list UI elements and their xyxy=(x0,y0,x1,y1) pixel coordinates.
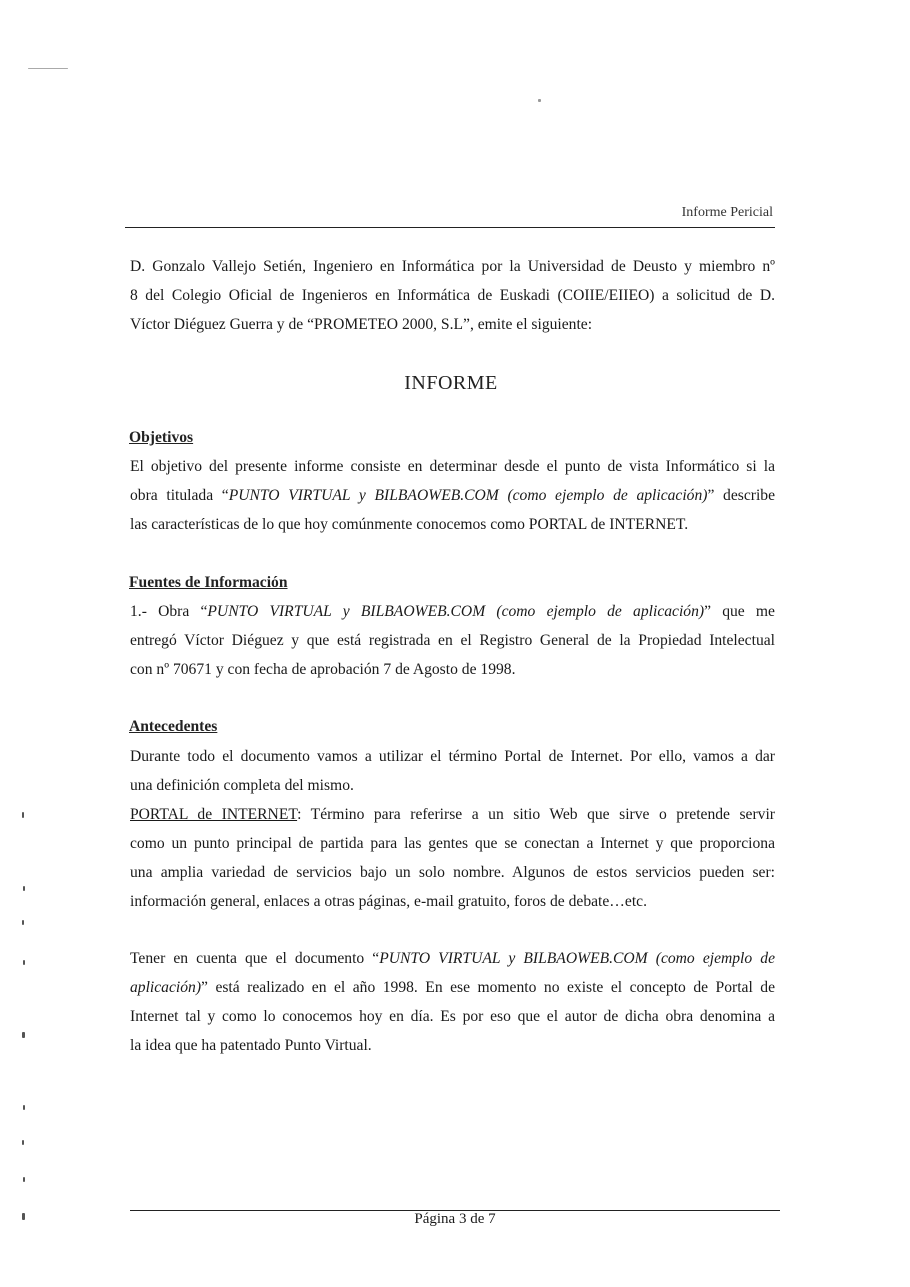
paragraph-line: una amplia variedad de servicios bajo un solo nombre. Algunos de estos servicios pueden ser: xyxy=(130,864,775,881)
scan-mark xyxy=(22,1140,24,1145)
paragraph-line: entregó Víctor Diéguez y que está registrada en el Registro General de la Propiedad Intelectual xyxy=(130,632,775,649)
scan-mark xyxy=(23,886,25,891)
paragraph-line: PORTAL de INTERNET: Término para referirse a un sitio Web que sirve o pretende servir xyxy=(130,806,775,823)
intro-line: 8 del Colegio Oficial de Ingenieros en Informática de Euskadi (COIIE/EIIEO) a solicitud de D. xyxy=(130,287,775,304)
paragraph-line: obra titulada “PUNTO VIRTUAL y BILBAOWEB.COM (como ejemplo de aplicación)” describe xyxy=(130,487,775,504)
paragraph-line: 1.- Obra “PUNTO VIRTUAL y BILBAOWEB.COM (como ejemplo de aplicación)” que me xyxy=(130,603,775,620)
work-title: PUNTO VIRTUAL y BILBAOWEB.COM (como ejemplo de aplicación) xyxy=(207,603,705,620)
scan-mark xyxy=(22,1032,25,1038)
paragraph-line: con nº 70671 y con fecha de aprobación 7 de Agosto de 1998. xyxy=(130,661,516,678)
scan-mark xyxy=(23,1177,25,1182)
nota-paragraph xyxy=(130,944,775,1060)
section-heading-objetivos: Objetivos xyxy=(129,429,194,446)
document-title: INFORME xyxy=(404,372,498,394)
defined-term: PORTAL de INTERNET xyxy=(130,806,298,823)
paragraph-line: El objetivo del presente informe consiste en determinar desde el punto de vista Informático si la xyxy=(130,458,775,475)
paragraph-line: información general, enlaces a otras páginas, e-mail gratuito, foros de debate…etc. xyxy=(130,893,647,910)
section-heading-antecedentes: Antecedentes xyxy=(129,718,218,735)
paragraph-line: una definición completa del mismo. xyxy=(130,777,354,794)
scan-mark xyxy=(22,812,24,818)
scan-mark xyxy=(22,920,24,925)
intro-line: D. Gonzalo Vallejo Setién, Ingeniero en Informática por la Universidad de Deusto y miembro nº xyxy=(130,258,775,275)
fuentes-paragraph xyxy=(130,597,775,684)
scan-mark xyxy=(28,68,68,69)
scan-mark xyxy=(23,1105,25,1110)
intro-line: Víctor Diéguez Guerra y de “PROMETEO 2000, S.L”, emite el siguiente: xyxy=(130,316,593,333)
paragraph-line: Durante todo el documento vamos a utilizar el término Portal de Internet. Por ello, vamos a dar xyxy=(130,748,775,765)
scan-mark xyxy=(23,960,25,965)
scan-mark xyxy=(538,99,541,102)
paragraph-line: Internet tal y como lo conocemos hoy en día. Es por eso que el autor de dicha obra denomina a xyxy=(130,1008,775,1025)
paragraph-line: las características de lo que hoy comúnmente conocemos como PORTAL de INTERNET. xyxy=(130,516,689,533)
antecedentes-paragraph xyxy=(130,742,775,916)
page-number: Página 3 de 7 xyxy=(414,1211,496,1227)
objetivos-paragraph xyxy=(130,452,775,539)
paragraph-line: Tener en cuenta que el documento “PUNTO VIRTUAL y BILBAOWEB.COM (como ejemplo de xyxy=(130,950,776,967)
paragraph-line: aplicación)” está realizado en el año 1998. En ese momento no existe el concepto de Portal de xyxy=(130,979,775,996)
paragraph-line: como un punto principal de partida para las gentes que se conectan a Internet y que proporciona xyxy=(130,835,775,852)
intro-paragraph xyxy=(130,252,775,339)
paragraph-line: la idea que ha patentado Punto Virtual. xyxy=(130,1037,372,1054)
running-header: Informe Pericial xyxy=(681,205,773,220)
header-rule xyxy=(125,227,775,228)
work-title: PUNTO VIRTUAL y BILBAOWEB.COM (como ejemplo de xyxy=(379,950,776,967)
section-heading-fuentes: Fuentes de Información xyxy=(129,574,288,591)
work-title: PUNTO VIRTUAL y BILBAOWEB.COM (como ejemplo de aplicación) xyxy=(228,487,708,504)
